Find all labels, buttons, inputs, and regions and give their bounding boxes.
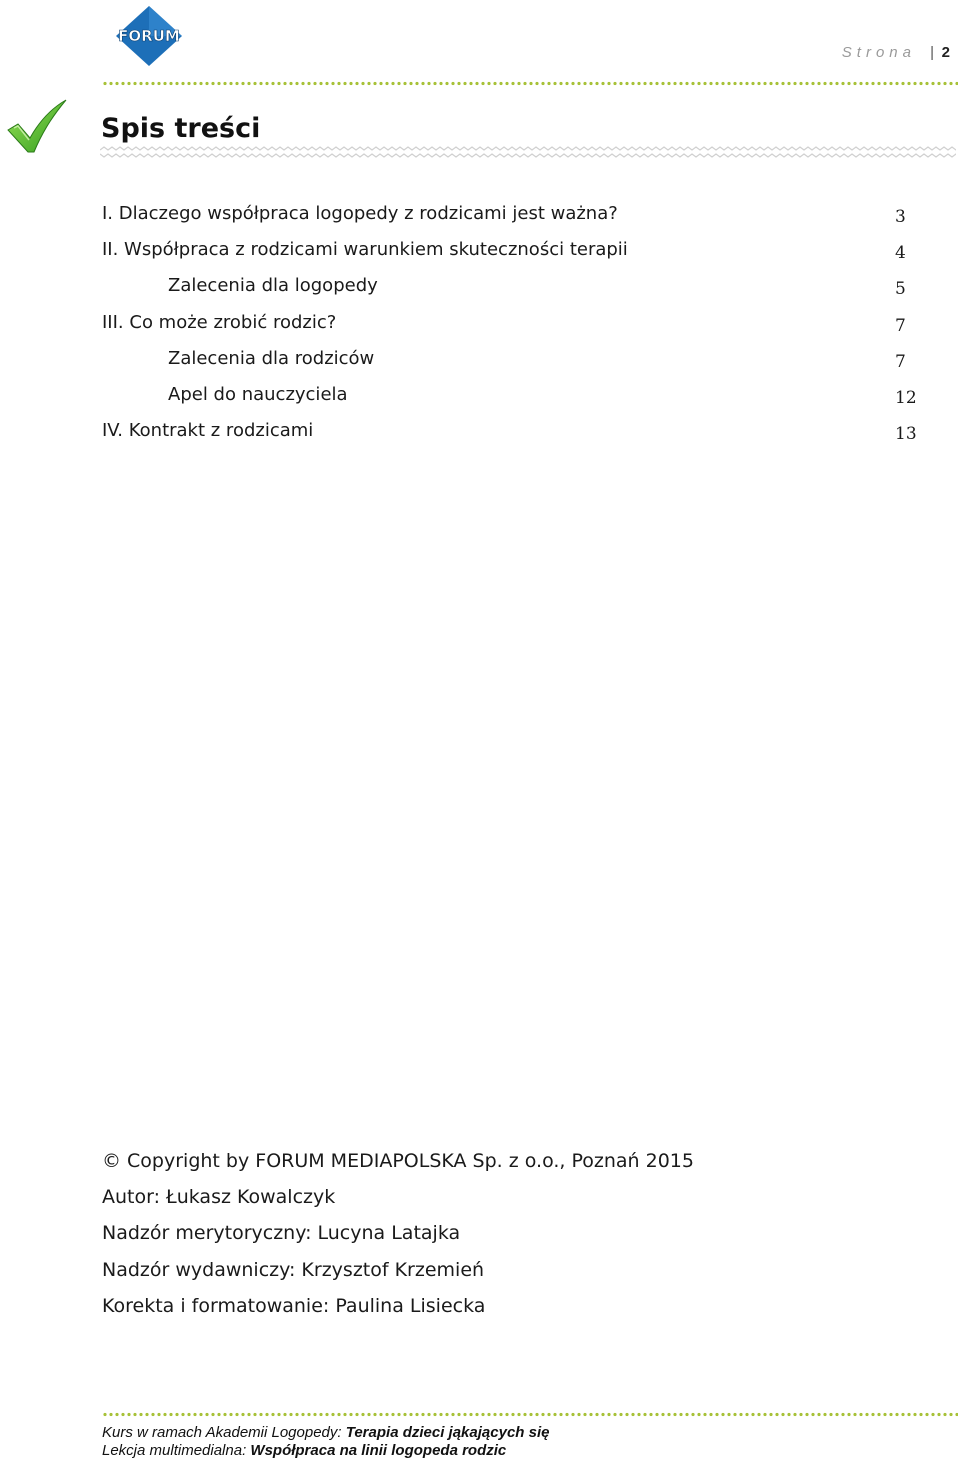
- page-separator: |: [930, 44, 934, 61]
- proofreading-line: Korekta i formatowanie: Paulina Lisiecka: [102, 1294, 486, 1317]
- toc-page-number: 7: [895, 351, 906, 372]
- toc-entry[interactable]: II. Współpraca z rodzicami warunkiem skuteczności terapii 4: [102, 235, 914, 271]
- page-title: Spis treści: [101, 113, 261, 144]
- footer: [102, 1424, 549, 1460]
- toc-page-number: 7: [895, 315, 906, 336]
- page-label: Strona: [841, 44, 916, 61]
- toc-entry[interactable]: Zalecenia dla rodziców 7: [102, 344, 914, 380]
- toc-entry[interactable]: IV. Kontrakt z rodzicami 13: [102, 416, 914, 452]
- toc-page-number: 4: [895, 243, 906, 264]
- header-dotted-divider: [102, 81, 958, 86]
- toc-entry[interactable]: III. Co może zrobić rodzic? 7: [102, 308, 914, 344]
- forum-logo: [112, 4, 186, 68]
- copyright-line: © Copyright by FORUM MEDIAPOLSKA Sp. z o.o., Poznań 2015: [102, 1150, 694, 1172]
- toc-page-number: 13: [895, 424, 917, 445]
- toc-page-number: 12: [895, 387, 917, 408]
- toc-entry[interactable]: Zalecenia dla logopedy 5: [102, 271, 914, 307]
- publishing-supervision-line: Nadzór wydawniczy: Krzysztof Krzemień: [102, 1258, 485, 1281]
- checkmark-icon: [6, 96, 70, 156]
- footer-lesson-line: Lekcja multimedialna: Współpraca na linii logopeda rodzic: [102, 1442, 507, 1459]
- content-supervision-line: Nadzór merytoryczny: Lucyna Latajka: [102, 1222, 461, 1245]
- svg-text:FORUM: FORUM: [118, 27, 180, 45]
- author-line: Autor: Łukasz Kowalczyk: [102, 1186, 336, 1209]
- page-number: 2: [941, 44, 950, 61]
- toc-entry[interactable]: Apel do nauczyciela 12: [102, 380, 914, 416]
- toc-entry[interactable]: I. Dlaczego współpraca logopedy z rodzicami jest ważna? 3: [102, 199, 914, 235]
- credits-block: [102, 1143, 694, 1324]
- footer-dotted-divider: [102, 1412, 958, 1417]
- footer-course-line: Kurs w ramach Akademii Logopedy: Terapia dzieci jąkających się: [102, 1424, 550, 1441]
- toc-page-number: 3: [895, 207, 906, 227]
- table-of-contents: [102, 199, 917, 452]
- title-wavy-underline: [100, 146, 956, 158]
- toc-page-number: 5: [895, 279, 906, 300]
